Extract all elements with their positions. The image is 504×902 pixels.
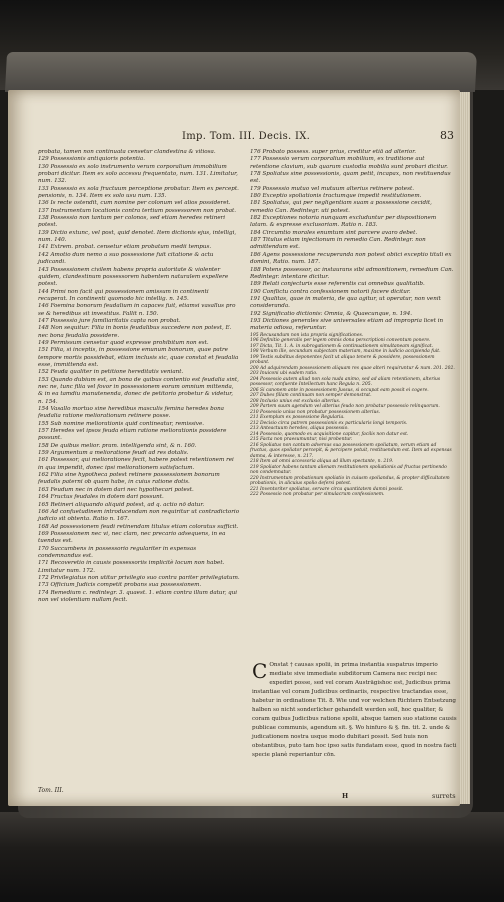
summary-entry: 190 Conflictu contra confessionem notorii facere dicitur. — [250, 288, 411, 295]
summary-entry: 218 Item ad omni accessoria aliqua ad illum spectante, n. 219. — [250, 459, 394, 465]
running-title: Imp. Tom. III. Decis. IX. — [182, 131, 311, 142]
main-text-block — [252, 661, 457, 760]
summary-entry: 155 Sub nomine meliorationis quid contineatur, remissive. — [38, 420, 205, 427]
summary-entry: 219 Spoliator habens tantum alienam restitutionem spoliationis ad fructus pertinendo non condemnatur. — [250, 464, 447, 476]
summary-entry: 196 Definitio generalis per legem omnis dona perscriptioni conventum ponere. — [250, 338, 431, 344]
summary-entry: 212 Decisio circa patrem possessionis ex particularis longi temporis. — [250, 420, 408, 426]
summary-entry: 168 Ad possessionem feudi retinendam titulus etiam coloratus sufficit. — [38, 523, 239, 530]
summary-entry: 186 Agens possessione recuperanda non potest obiici exceptio tituli ex domini, Ratio. num. 187. — [250, 251, 452, 266]
summary-entry: 164 Fructus feudales in dotem dari possunt. — [38, 494, 164, 501]
summary-column-right — [250, 149, 455, 498]
page-stack-edge — [460, 92, 470, 804]
summary-entry: 176 Probato possess. super prius, creditur etiā ad alterior. — [250, 149, 417, 155]
summary-entry: 215 Facta non praesumuntur, nisi probentur. — [250, 437, 353, 443]
summary-entry: 154 Vasallo mortuo sine heredibus masculis femina heredes bona feudalia ratione meliorationum retinere posse. — [38, 406, 225, 420]
summary-entry: probata, tamen non continuata censetur clandestina & vitiosa. — [38, 149, 216, 155]
main-paragraph — [252, 661, 457, 760]
summary-entry: 173 Officium Judicis competit probans sua possessionem. — [38, 582, 202, 589]
summary-entry: 147 Possessio jure familiaritatis capta non probat. — [38, 317, 181, 324]
summary-column-left — [38, 149, 240, 604]
main-paragraph-text: Onstat † causas spolii, in prima instantia suspatrus imperio mediate sive immediate subditorum Camera nec recipi nec expediri posse, sed vel coram Austrägishoc est, Judicibus prima instantiae vel coram Judicibus ordinariis, respective tractandas esse, habetur in ordinatione Tit. 8. Wie und vor welchen Richtern Entsetzung halben so nicht sonderlicher gehandelt werden soll, hoc qualiter, & coram quibus Judicibus ratione spolii, absque tamen suo statione causis publicae communis, agendum sit. §. Wo hinfuro & §. fin. tit. 2. unde & judicationem nostra usque modo dubitari possit. Sed huis non obstantibus, puto tam hoc ipso satis fundatam esse, quod in nostra facti specie planè reperiantur cōn. — [252, 662, 457, 758]
summary-entry: 184 Circumtio morales enumtum sint parcere avaro debet. — [250, 229, 418, 236]
summary-entry: 171 Recoveretio in causis possessoriis implicitè locum non habet. Limitatur num. 172. — [38, 560, 225, 574]
summary-entry: 169 Possessionem nec vi, nec clam, nec precario adsequens, in ea tuendus est. — [38, 530, 226, 545]
summary-entry: 207 Dubes fillam continuam non semper demonstrat. — [250, 393, 372, 399]
summary-entry: 222 Possessio non probatur per simulacrum confessionem. — [250, 492, 385, 498]
summary-entry: 193 Dictiones generales sive universales etiam ad impropria licet in materia odiosa, referuntur. — [250, 317, 444, 332]
book-cover-top — [5, 52, 477, 92]
summary-entry: 195 Recusandum non ista propria significationes. — [250, 332, 364, 338]
signature-mark: H — [342, 792, 349, 800]
summary-entry: 141 Extrem. probat. censetur etiam probatum medii tempus. — [38, 244, 212, 251]
summary-entry: 139 Dictio extunc, vel post, quid denotet. Item dictionis ejus, intelligi, num. 140. — [38, 229, 237, 244]
summary-entry: 203 Inuiconi ubi eadem ratio. — [250, 371, 318, 377]
summary-entry: 151 Filia, si inceptis, in possessione emunum bonorum, quae patre tempore mortis possidebat, etiam inclusis sic, quae constat et feudalia esse, immittenda est. — [38, 347, 239, 368]
summary-entry: 181 Spoliatus, qui per negligentiam suam a possessione cecidit, remedio Can. Redintegr. uti potest. — [250, 200, 432, 214]
summary-entry: 204 Possessio autem aliud non sola nuda animo, sed ad aliam retentionem, alterius possessor, confuente Intellectum hanc Regula n. 205. — [250, 376, 441, 388]
page-number: 83 — [440, 129, 454, 142]
summary-entry: 170 Succumbens in possessorio regulariter in expensas condemnandus est. — [38, 545, 197, 559]
summary-entry: 221 Inventoriter spoliatus, servare circa quantitatem damni possit. — [250, 486, 404, 492]
summary-entry: 146 Foemina bonorum feudalium in capaces fuit, etiamsi vasallus pro se & heredibus sit investitus. Fallit n. 150. — [38, 303, 236, 317]
summary-entry: 199 Testis subditus deponentes facit ut aliquo tenere & possidere, possessionem probant. — [250, 354, 435, 366]
summary-entry: 189 Relati conjecturis esse referentis cui omnebus qualitatib. — [250, 281, 425, 288]
summary-entry: 211 Exemplum ex possessione Regularia. — [250, 415, 345, 421]
summary-entry: 178 Spoliatus sine possessionis, quam petit, incapax, non restituendus est. — [250, 171, 451, 185]
summary-entry: 136 Is recte ostendit, cum nomine per colonum vel alios possideret. — [38, 200, 231, 207]
summary-entry: 191 Qualitas, quae in materia, de qua agitur, ut operatur, non venit consideranda. — [250, 295, 441, 310]
summary-entry: 166 Ad confuetudinem introducendam non requiritur ut contradictorio judicio sit obtenta. Ratio n. 167. — [38, 508, 240, 523]
summary-entry: 198 Verbum ille, secundum subjectam materiam, maxime in iudicio accipienda fuit. — [250, 349, 441, 355]
summary-entry: 206 Si canonem ante in possessionem Jussus, si occupat eam possit ei cogere. — [250, 387, 429, 393]
summary-entry: 210 Possessio unius non probatur possessionem alterius. — [250, 409, 381, 415]
summary-entry: 197 Dicta, Tit. 1. A. in subrogationem & continuationem simultaneam significat. — [250, 343, 434, 349]
summary-entry: 179 Possessio mutuo vel mutuum alterius retinere potest. — [250, 185, 414, 192]
summary-entry: 129 Possessionis antiquioris potentia. — [38, 156, 146, 163]
summary-entry: 165 Retineri aliquando aliquid potest, ad q. actio nō datur. — [38, 501, 205, 508]
summary-entry: 163 Feudum nec in dotem dari nec hypothecari potest. — [38, 486, 194, 493]
summary-entry: 161 Possessor, qui meliorationes fecit, habere potest retentionem rei in qua impendit, donec ipsi meliorationem satisfactum. — [38, 457, 234, 471]
summary-entry: 157 Heredes vel ipsos feuda etiam ratione meliorationis possidere possunt. — [38, 428, 227, 442]
summary-entry: 144 Primi non facit qui possessionem amissum in continenti recuperat. In continenti quomodo hic intellig. n. 145. — [38, 288, 209, 302]
summary-entry: 142 Amotio dum nemo a suo possessione fuit citatione & actu judicandi. — [38, 251, 214, 266]
summary-entry: 220 Instrumentum probationum spoliatio in cuiusm spoliandus, & propter difficultatem probationis, in alicuius spolio defersi potest. — [250, 475, 450, 487]
summary-entry: 209 Partem suum agendum vel alterius feudo non probatur possessio relinquorum. — [250, 404, 440, 410]
summary-entry: 158 De quibus melior. pram. intelligenda sint, & n. 160. — [38, 442, 197, 449]
summary-entry: 152 Feuda qualiter in petitione hereditatis veniant. — [38, 369, 184, 376]
summary-entry: 208 Inclusio unius est exclusio alterius. — [250, 398, 341, 404]
summary-entry: 188 Potens possessor, ac instaurans sibi admonitionem, remedium Can. Redintegr. intentare dicitur. — [250, 266, 454, 280]
summary-entry: 200 Ad adquirendam possessionem aliquam res quae alteri requiruntur & num. 201. 202. — [250, 365, 455, 371]
summary-entry: 174 Remedium c. redintegr. 3. quaest. 1. etiam contra illum datur, qui non vel violentiam nullam fecit. — [38, 589, 238, 603]
catchword: surrets — [432, 792, 456, 800]
summary-entry: 162 Filia sine hypotheca potest retinere possessionem bonorum feudalis paterni ob quam habe, in cuius ratione dotis. — [38, 472, 220, 486]
volume-footer: Tom. III. — [38, 787, 64, 794]
summary-entry: 213 Anteactuum heredes, aliqua possessio. — [250, 426, 349, 432]
summary-entry: 133 Possessio ex sola fructuum perceptione probatur. Item ex percept. pensionis, n. 134. Item ex solo usu num. 135. — [38, 185, 239, 200]
summary-entry: 187 Titulus etiam injectionum in remedio Can. Redintegr. non admittendum est. — [250, 237, 426, 251]
summary-entry: 130 Possessio ex solo instrumento verum corporalium immobilium probari dicitur. Item ex solo accessu frequentato, num. 131. Limitatur, num. 132. — [38, 163, 238, 185]
summary-entry: 138 Possessio non tantum per colonos, sed etiam heredes retineri potest. — [38, 215, 226, 229]
summary-entry: 172 Privilegiatus non utitur privilegio suo contra pariter privilegiatum. — [38, 574, 240, 581]
background-bottom — [0, 812, 504, 902]
summary-entry: 192 Significatio dictionis: Omnia, & Quaecunque, n. 194. — [250, 310, 413, 317]
summary-entry: 159 Argumentum a melioratione feudi ad res dotalis. — [38, 450, 189, 457]
summary-entry: 216 Spoliatus non cantum adversus sua possessionem spoliatum, verum etiam ad fructus, quos spoliator percepit, & percipere potuit, restituendum est. Item ad expensas damna, & interesse, n. 217. — [250, 442, 452, 459]
drop-cap: C — [252, 659, 268, 683]
summary-entry: 214 Possessio, quomodo ex acquisitione capitur, facilis non datur est. — [250, 431, 409, 437]
summary-entry: 177 Possessio verum corporalium mobilium, ex traditione aut retentione clavium, sub quarum custodia mobilia sunt probari dicitur. — [250, 156, 448, 170]
summary-entry: 153 Quando dubium est, an bona de quibus contentio est feudalia sint, nec ne, tunc filia vel fovor in possessionem eorum omnium mittenda, & in ea tamdiu manutenenda, donec de petitorio probetur & videtur, n. 154. — [38, 376, 239, 405]
summary-entry: 149 Permissum censetur quod expresse prohibitum non est. — [38, 339, 209, 346]
running-header — [0, 131, 504, 145]
summary-entry: 180 Exceptio spoliationis tractumque impedit restitutionem. — [250, 193, 422, 200]
summary-entry: 182 Exceptiones notoria nunquam excluduntur per dispositionem latam. & expresse exclusoriam. Ratio n. 183. — [250, 215, 437, 229]
summary-entry: 143 Possessionem civilem habens propria autoritate & violenter quidem, clandestinum possessorem habentem naturalem expellere potest. — [38, 266, 229, 288]
summary-entry: 148 Non sequitur: Filia in bonis feudalibus succedere non potest, E. nec bona feudalia possidere. — [38, 325, 232, 339]
summary-entry: 137 Instrumentum locationis contra tertium possessorem non probat. — [38, 207, 237, 214]
